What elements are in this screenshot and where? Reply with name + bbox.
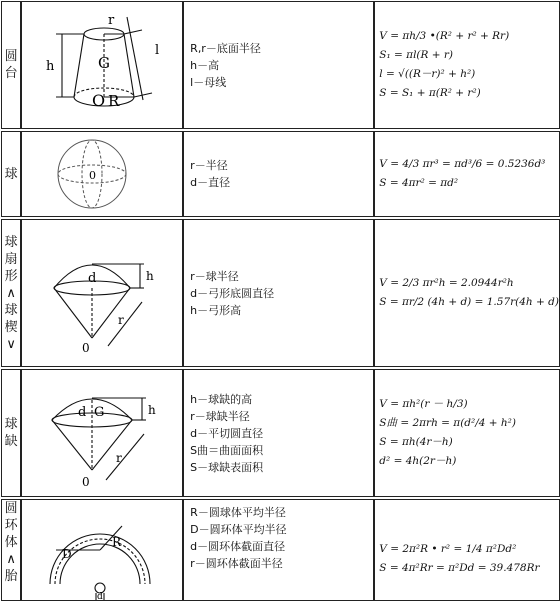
variables-frustum: R,r－底面半径 h－高 l－母线 [183, 1, 374, 129]
frustum-figure [21, 1, 183, 129]
label-r: r [118, 313, 124, 327]
torus-diagram [22, 500, 182, 600]
sphere-figure [21, 131, 183, 217]
shape-name-spherical-sector: 球 扇 形 ∧ 球 楔 ∨ [1, 219, 21, 367]
variables-spherical-sector: r－球半径 d－弓形底圆直径 h－弓形高 [183, 219, 374, 367]
formulas-frustum: V = πh/3 •(R² + r² + Rr) S₁ = πl(R + r) l = √((R－r)² + h²) S = S₁ + π(R² + r²) [374, 1, 560, 129]
label-center: 0 [89, 169, 97, 182]
label-l: l [155, 43, 160, 58]
label-d: d [88, 271, 97, 286]
frustum-diagram [22, 2, 182, 128]
spherical-segment-diagram [22, 370, 182, 496]
geometry-formula-table [1, 1, 560, 601]
variables-sphere: r－半径 d－直径 [183, 131, 374, 217]
table-row-sphere [1, 131, 560, 217]
label-r: r [116, 451, 122, 465]
label-O: O [92, 91, 106, 110]
label-center: 0 [82, 341, 90, 355]
label-d: d [78, 405, 87, 420]
table-row-spherical-sector [1, 219, 560, 367]
label-G: G [98, 54, 111, 72]
shape-name-spherical-segment: 球 缺 [1, 369, 21, 497]
label-R: R [108, 92, 120, 110]
label-D: D [62, 547, 72, 561]
sphere-diagram [22, 132, 182, 216]
spherical-sector-diagram [22, 220, 182, 366]
table-row-spherical-segment [1, 369, 560, 497]
label-h: h [46, 59, 55, 74]
formulas-torus: V = 2π²R • r² = 1/4 π²Dd² S = 4π²Rr = π²Dd = 39.478Rr [374, 499, 560, 601]
label-G: G [94, 405, 105, 420]
spherical-segment-figure [21, 369, 183, 497]
torus-figure [21, 499, 183, 601]
label-R: R [112, 535, 122, 549]
label-h: h [146, 269, 154, 283]
table-row-torus [1, 499, 560, 601]
shape-name-torus: 圆 环 体 ∧ 胎 [1, 499, 21, 601]
variables-torus: R－圆球体平均半径 D－圆环体平均半径 d－圆环体截面直径 r－圆环体截面半径 [183, 499, 374, 601]
spherical-sector-figure [21, 219, 183, 367]
shape-name-sphere: 球 [1, 131, 21, 217]
label-r: r [108, 13, 115, 28]
formulas-sphere: V = 4/3 πr³ = πd³/6 = 0.5236d³ S = 4πr² = πd² [374, 131, 560, 217]
table-row-frustum [1, 1, 560, 129]
formulas-spherical-sector: V = 2/3 πr²h = 2.0944r²h S = πr/2 (4h + d) = 1.57r(4h + d) [374, 219, 560, 367]
label-d: d [97, 592, 103, 600]
formulas-spherical-segment: V = πh²(r － h/3) S曲 = 2πrh = π(d²/4 + h²) S = πh(4r－h) d² = 4h(2r－h) [374, 369, 560, 497]
label-center: 0 [82, 475, 90, 489]
label-h: h [148, 403, 156, 417]
shape-name-frustum: 圆 台 [1, 1, 21, 129]
variables-spherical-segment: h－球缺的高 r－球缺半径 d－平切圆直径 S曲＝曲面面积 S－球缺表面积 [183, 369, 374, 497]
